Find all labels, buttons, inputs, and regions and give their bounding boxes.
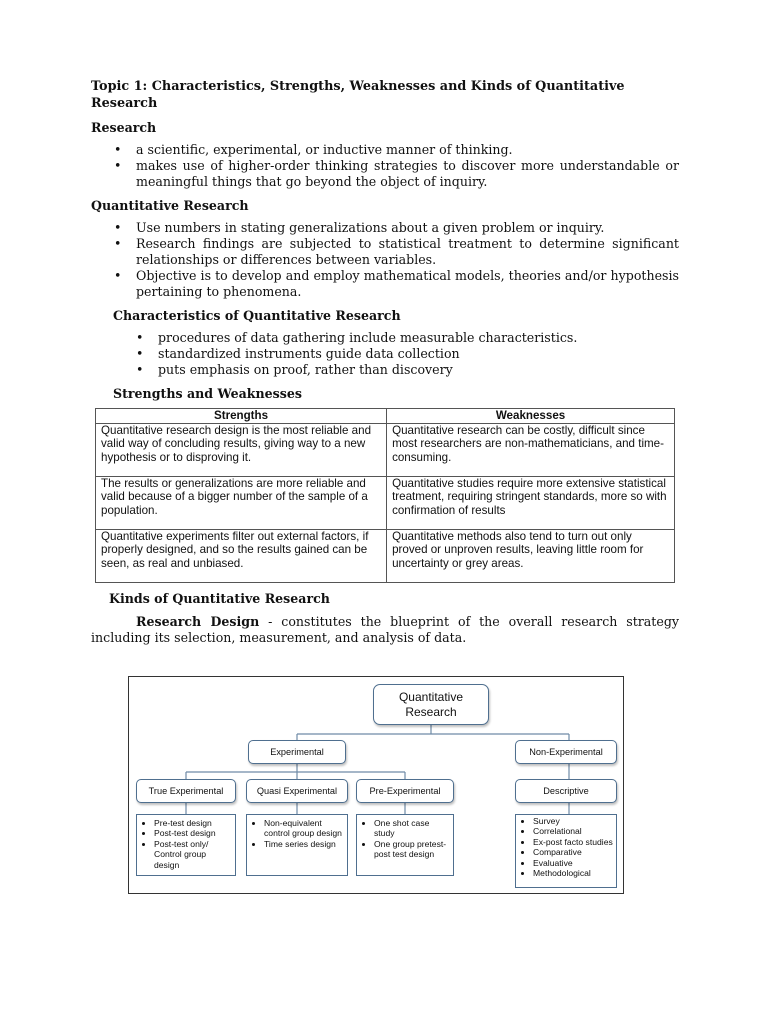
list-item: • Time series design: [264, 839, 345, 849]
quantitative-heading: Quantitative Research: [91, 198, 249, 213]
strengths-weaknesses-heading: Strengths and Weaknesses: [113, 386, 302, 401]
list-item: • Post-test only/ Control group design: [154, 839, 233, 870]
characteristics-heading: Characteristics of Quantitative Research: [113, 308, 401, 323]
node-quantitative-research: Quantitative Research: [373, 684, 489, 725]
node-experimental: Experimental: [248, 740, 346, 764]
descriptive-list: [515, 814, 617, 888]
table-cell: Quantitative experiments filter out external factors, if properly designed, and so the results gained can be seen, as real and unbiased.: [96, 529, 387, 582]
research-heading: Research: [91, 120, 157, 135]
research-bullets: [91, 142, 679, 190]
list-item: • One shot case study: [374, 818, 451, 839]
list-item: • Correlational: [533, 826, 614, 836]
list-item: • Survey: [533, 816, 614, 826]
table-row: [96, 476, 675, 529]
characteristics-bullets: [91, 330, 679, 378]
list-item: • makes use of higher-order thinking strategies to discover more understandable or meaningful things that go beyond the object of inquiry.: [91, 158, 679, 190]
column-header-weaknesses: Weaknesses: [387, 409, 675, 424]
node-quasi-experimental: Quasi Experimental: [246, 779, 348, 803]
true-experimental-list: [136, 814, 236, 876]
node-true-experimental: True Experimental: [136, 779, 236, 803]
list-item: • Research findings are subjected to statistical treatment to determine significant relationships or differences between variables.: [91, 236, 679, 268]
table-cell: Quantitative methods also tend to turn out only proved or unproven results, leaving little room for uncertainty or grey areas.: [387, 529, 675, 582]
table-cell: Quantitative research can be costly, difficult since most researchers are non-mathematicians, and time-consuming.: [387, 423, 675, 476]
quasi-experimental-list: [246, 814, 348, 876]
list-item: • Methodological: [533, 868, 614, 878]
table-cell: Quantitative research design is the most reliable and valid way of concluding results, giving way to a new hypothesis or to disproving it.: [96, 423, 387, 476]
list-item: • Evaluative: [533, 858, 614, 868]
node-non-experimental: Non-Experimental: [515, 740, 617, 764]
table-cell: The results or generalizations are more reliable and valid because of a bigger number of the sample of a population.: [96, 476, 387, 529]
list-item: • Non-equivalent control group design: [264, 818, 345, 839]
page-title: Topic 1: Characteristics, Strengths, Weaknesses and Kinds of Quantitative Research: [91, 79, 625, 111]
table-row: [96, 423, 675, 476]
document-page: [91, 78, 679, 646]
list-item: • Use numbers in stating generalizations about a given problem or inquiry.: [91, 220, 679, 236]
research-design-text: - constitutes the blueprint of the overall research strategy including its selection, measurement, and analysis of data.: [91, 613, 679, 645]
research-design-term: Research Design: [136, 613, 260, 629]
table-row: [96, 529, 675, 582]
list-item: • standardized instruments guide data collection: [91, 346, 679, 362]
column-header-strengths: Strengths: [96, 409, 387, 424]
pre-experimental-list: [356, 814, 454, 876]
list-item: • Pre-test design: [154, 818, 233, 828]
node-pre-experimental: Pre-Experimental: [356, 779, 454, 803]
research-types-diagram: [128, 676, 624, 894]
table-cell: Quantitative studies require more extensive statistical treatment, requiring stringent standards, more so with confirmation of results: [387, 476, 675, 529]
quantitative-bullets: [91, 220, 679, 300]
list-item: • Post-test design: [154, 828, 233, 838]
node-descriptive: Descriptive: [515, 779, 617, 803]
list-item: • a scientific, experimental, or inductive manner of thinking.: [91, 142, 679, 158]
research-design-paragraph: [91, 614, 679, 646]
kinds-heading: Kinds of Quantitative Research: [109, 590, 330, 606]
list-item: • Comparative: [533, 847, 614, 857]
list-item: • puts emphasis on proof, rather than discovery: [91, 362, 679, 378]
list-item: • Ex-post facto studies: [533, 837, 614, 847]
list-item: • procedures of data gathering include measurable characteristics.: [91, 330, 679, 346]
list-item: • Objective is to develop and employ mathematical models, theories and/or hypothesis pertaining to phenomena.: [91, 268, 679, 300]
list-item: • One group pretest-post test design: [374, 839, 451, 860]
strengths-weaknesses-table: [95, 408, 675, 583]
